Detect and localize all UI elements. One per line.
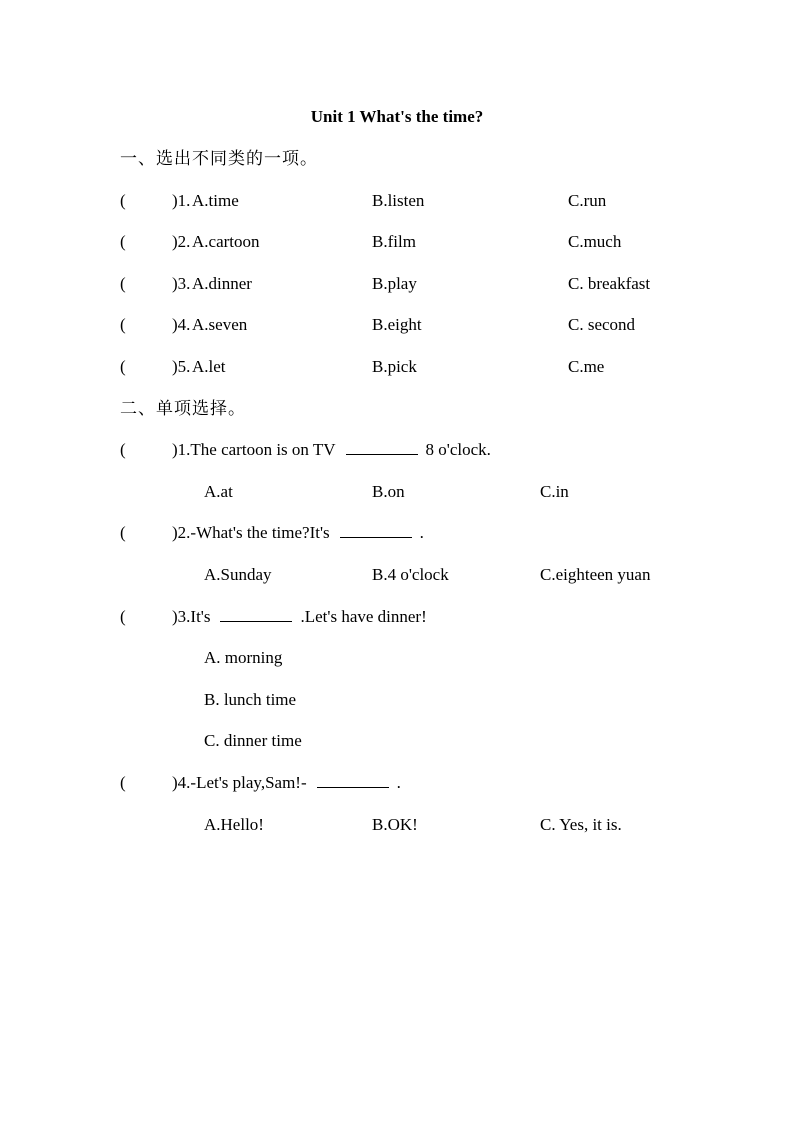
option-a: A.cartoon xyxy=(192,232,260,251)
answer-blank xyxy=(317,773,389,788)
item-number: )1. xyxy=(172,191,191,210)
s2-q2-options xyxy=(0,564,794,586)
option-c: C. breakfast xyxy=(568,274,651,293)
item-number: )5. xyxy=(172,357,191,376)
option-c: C. dinner time xyxy=(204,731,302,750)
s2-q4-options xyxy=(0,814,794,836)
answer-blank xyxy=(346,440,418,455)
item-number: )3. xyxy=(172,274,191,293)
option-b: B.film xyxy=(372,232,416,251)
option-b: B.OK! xyxy=(372,815,418,834)
answer-blank xyxy=(220,607,292,622)
answer-paren: ( xyxy=(120,315,126,334)
question-text-after: . xyxy=(396,773,401,792)
s2-question-1 xyxy=(0,439,794,461)
s1-item-1 xyxy=(0,190,794,212)
question-stem xyxy=(172,439,491,461)
option-b: B.eight xyxy=(372,315,422,334)
option-a: A.seven xyxy=(192,315,248,334)
option-c: C.much xyxy=(568,232,622,251)
question-text-before: )4.-Let's play,Sam!- xyxy=(172,773,307,792)
answer-paren: ( xyxy=(120,357,126,376)
s2-q3-option-b-row xyxy=(0,689,794,711)
question-text-after: . xyxy=(419,523,424,542)
s2-question-4 xyxy=(0,772,794,794)
option-b: B.pick xyxy=(372,357,417,376)
option-c: C.run xyxy=(568,191,607,210)
question-stem xyxy=(172,606,427,628)
question-stem xyxy=(172,772,401,794)
question-text-before: )1.The cartoon is on TV xyxy=(172,440,336,459)
option-a: A.at xyxy=(204,482,233,501)
option-a: A.dinner xyxy=(192,274,252,293)
answer-paren: ( xyxy=(120,232,126,251)
worksheet-title: Unit 1 What's the time? xyxy=(310,107,484,126)
question-text-before: )2.-What's the time?It's xyxy=(172,523,330,542)
option-b: B.4 o'clock xyxy=(372,565,449,584)
option-b: B.play xyxy=(372,274,417,293)
answer-paren: ( xyxy=(120,773,126,792)
s2-q3-option-c-row xyxy=(0,730,794,752)
s1-item-3 xyxy=(0,273,794,295)
item-number: )2. xyxy=(172,232,191,251)
s1-item-2 xyxy=(0,231,794,253)
option-a: A.Sunday xyxy=(204,565,272,584)
option-a: A. morning xyxy=(204,648,283,667)
s2-q1-options xyxy=(0,481,794,503)
option-b: B.listen xyxy=(372,191,425,210)
s2-question-2 xyxy=(0,522,794,544)
item-number: )4. xyxy=(172,315,191,334)
s2-question-3 xyxy=(0,606,794,628)
answer-paren: ( xyxy=(120,440,126,459)
option-a: A.let xyxy=(192,357,226,376)
question-text-before: )3.It's xyxy=(172,607,211,626)
s1-item-4 xyxy=(0,314,794,336)
answer-paren: ( xyxy=(120,274,126,293)
answer-paren: ( xyxy=(120,523,126,542)
s2-q3-option-a-row xyxy=(0,647,794,669)
s1-item-5 xyxy=(0,356,794,378)
option-c: C.eighteen yuan xyxy=(540,565,651,584)
option-b: B. lunch time xyxy=(204,690,297,709)
question-stem xyxy=(172,522,424,544)
answer-blank xyxy=(340,523,412,538)
answer-paren: ( xyxy=(120,191,126,210)
option-b: B.on xyxy=(372,482,405,501)
section-1-heading: 一、选出不同类的一项。 xyxy=(120,149,318,169)
section-2-heading: 二、单项选择。 xyxy=(120,399,246,419)
answer-paren: ( xyxy=(120,607,126,626)
question-text-after: .Let's have dinner! xyxy=(300,607,427,626)
question-text-after: 8 o'clock. xyxy=(425,440,491,459)
option-c: C.in xyxy=(540,482,569,501)
option-c: C. Yes, it is. xyxy=(540,815,622,834)
option-c: C.me xyxy=(568,357,605,376)
option-a: A.Hello! xyxy=(204,815,264,834)
option-c: C. second xyxy=(568,315,636,334)
option-a: A.time xyxy=(192,191,239,210)
